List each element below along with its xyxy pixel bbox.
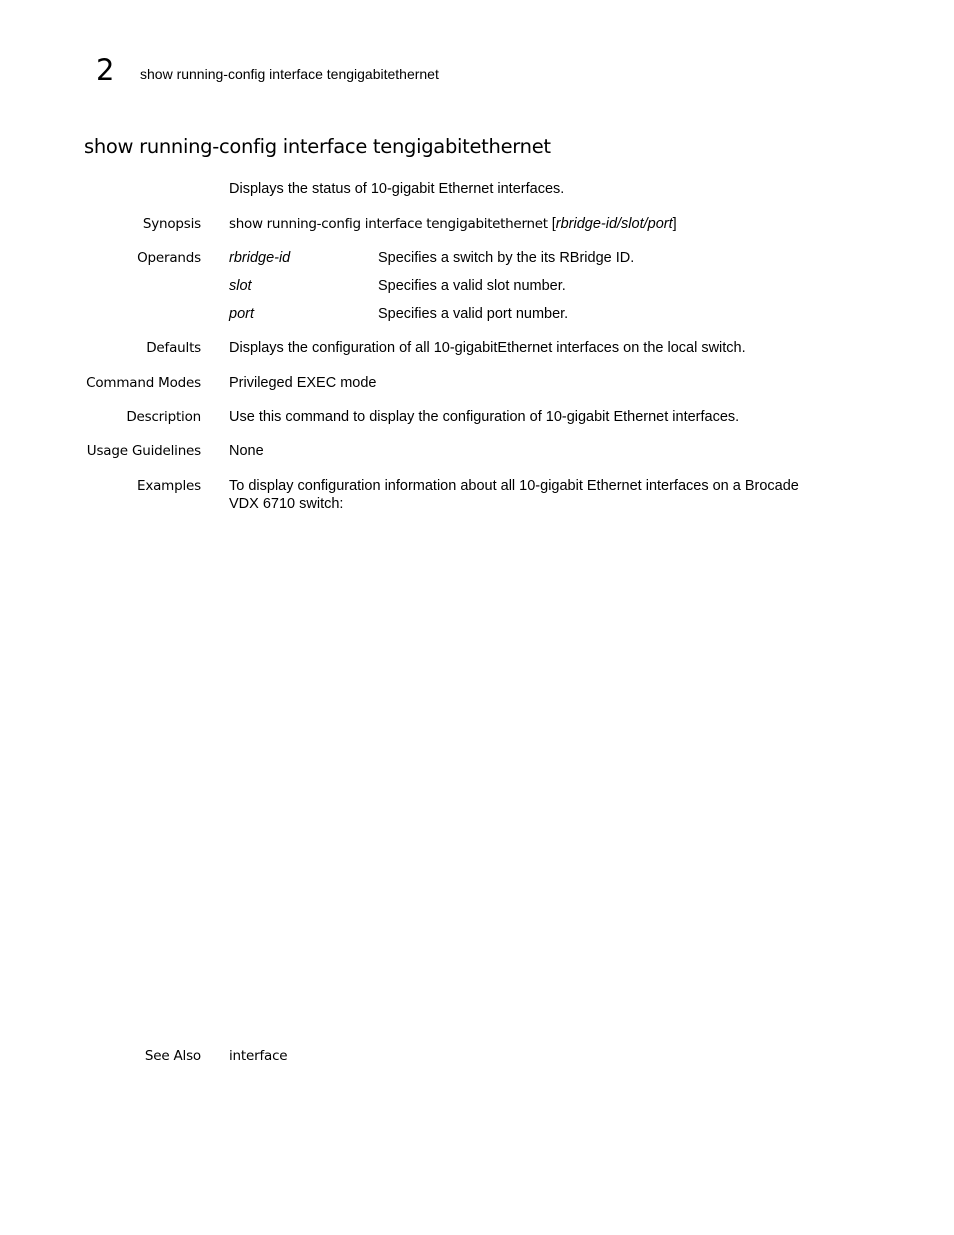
usage-guidelines-label: Usage Guidelines <box>86 443 201 459</box>
defaults-text: Displays the configuration of all 10-gigabitEthernet interfaces on the local switch. <box>229 340 746 356</box>
operand-name: rbridge-id <box>229 250 291 266</box>
operands-label: Operands <box>137 250 201 266</box>
chapter-number: 2 <box>96 53 115 87</box>
description-label: Description <box>126 409 201 425</box>
synopsis-command: show running-config interface tengigabitethernet <box>229 216 548 232</box>
command-modes-label: Command Modes <box>86 375 201 391</box>
description-text: Use this command to display the configuration of 10-gigabit Ethernet interfaces. <box>229 409 740 425</box>
synopsis-close-bracket: ] <box>672 216 677 232</box>
page-title: show running-config interface tengigabitethernet <box>84 135 551 158</box>
synopsis-argument: rbridge-id/slot/port <box>555 216 673 232</box>
synopsis-content <box>229 215 829 233</box>
synopsis-label: Synopsis <box>142 216 201 232</box>
see-also-label: See Also <box>144 1048 201 1064</box>
operand-name: slot <box>229 278 252 294</box>
operand-description: Specifies a valid slot number. <box>378 278 566 294</box>
operand-description: Specifies a switch by the its RBridge ID. <box>378 250 635 266</box>
usage-guidelines-text: None <box>229 443 264 459</box>
intro-text: Displays the status of 10-gigabit Ethernet interfaces. <box>229 181 565 197</box>
command-modes-text: Privileged EXEC mode <box>229 375 377 391</box>
see-also-content <box>229 1047 829 1065</box>
examples-text: To display configuration information about all 10-gigabit Ethernet interfaces on a Brocade VDX 6710 switch: <box>229 478 799 512</box>
see-also-link-interface[interactable]: interface <box>229 1048 288 1064</box>
operand-description: Specifies a valid port number. <box>378 306 569 322</box>
examples-label: Examples <box>136 478 201 494</box>
defaults-label: Defaults <box>146 340 201 356</box>
operand-name: port <box>229 306 254 322</box>
running-header: show running-config interface tengigabitethernet <box>140 66 439 82</box>
synopsis-open-bracket: [ <box>547 216 556 232</box>
